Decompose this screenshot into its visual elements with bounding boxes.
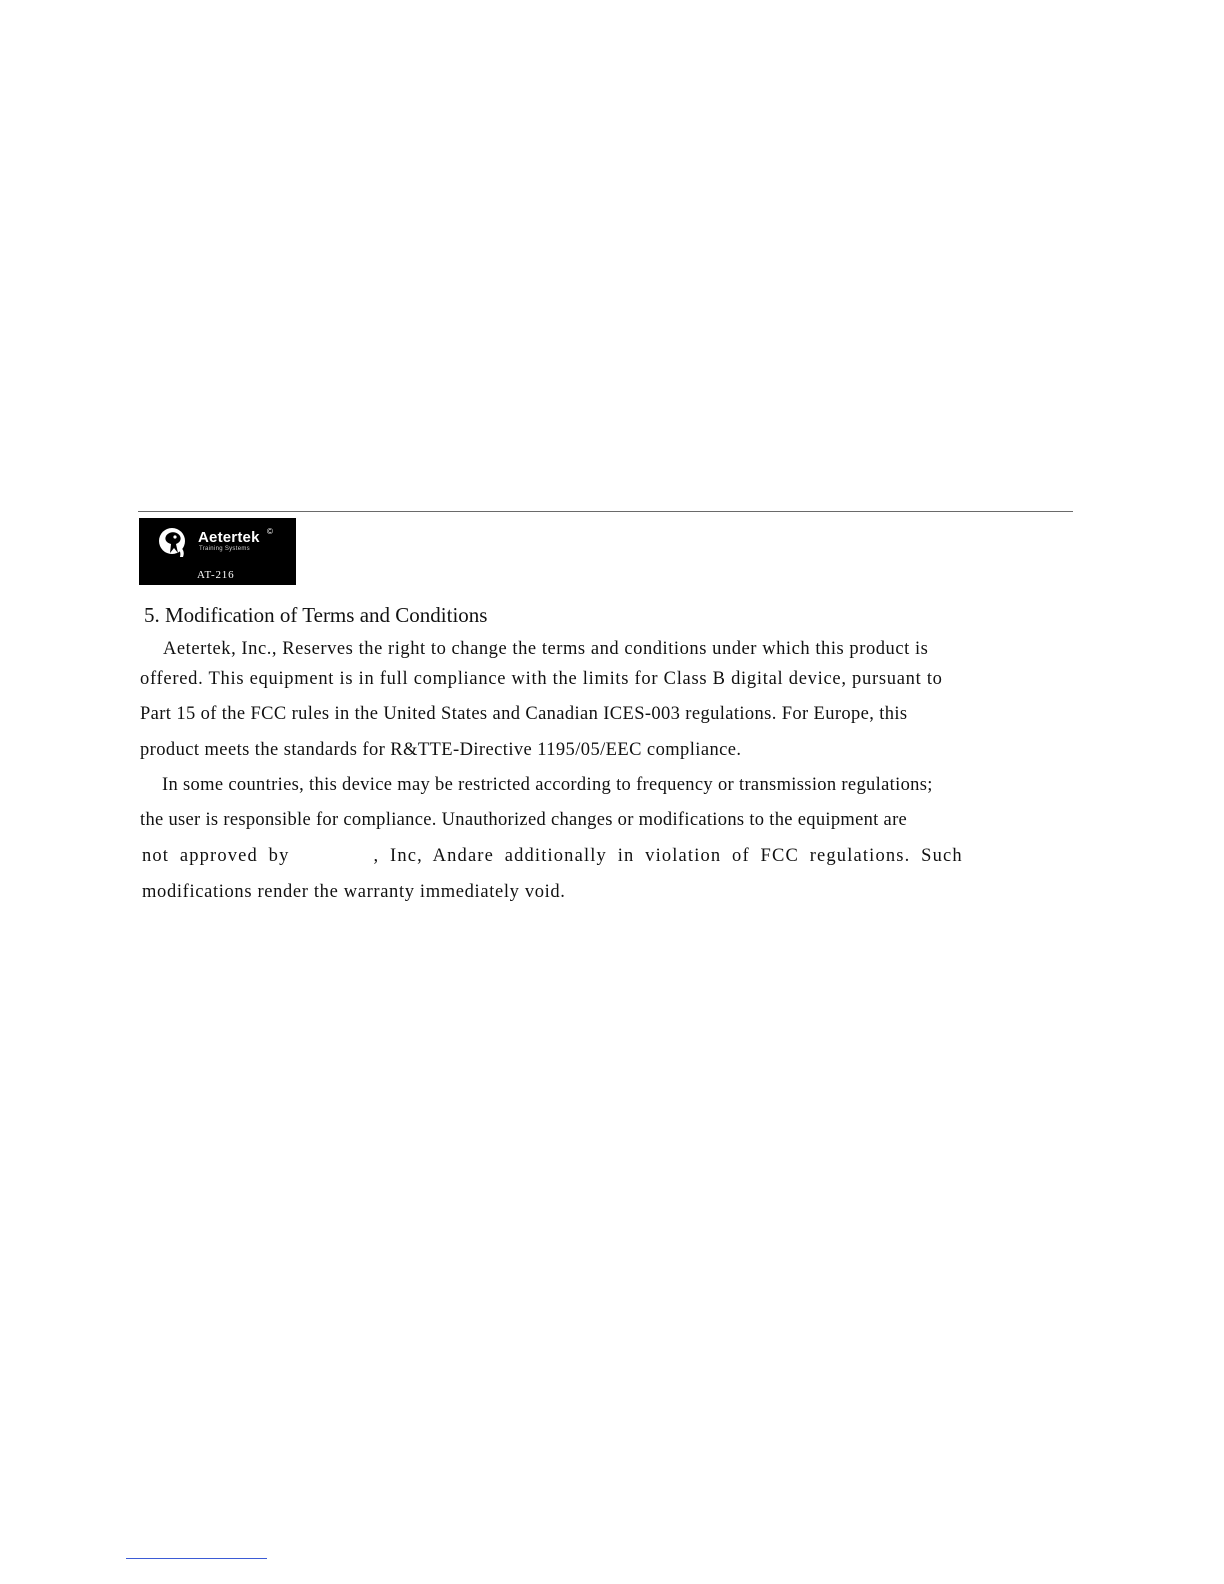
paragraph-2-line-4: modifications render the warranty immediately void.: [142, 882, 566, 902]
model-number: AT-216: [197, 569, 235, 581]
paragraph-2-line-2: the user is responsible for compliance. Unauthorized changes or modifications to the equipment are: [140, 810, 908, 830]
brand-tagline: Training Systems: [199, 546, 250, 552]
footnote-divider: [126, 1558, 267, 1559]
paragraph-1-line-1: Aetertek, Inc., Reserves the right to change the terms and conditions under which this product is: [163, 639, 929, 659]
registered-mark: ©: [267, 527, 273, 536]
paragraph-2-line-1: In some countries, this device may be restricted according to frequency or transmission regulations;: [162, 775, 933, 795]
brand-logo: [139, 518, 296, 585]
paragraph-1-line-4: product meets the standards for R&TTE-Directive 1195/05/EEC compliance.: [140, 740, 742, 760]
paragraph-2-line-3-end: , Inc, Andare additionally in violation of FCC regulations. Such: [373, 846, 963, 866]
paragraph-2-line-3: [142, 844, 963, 868]
paragraph-2-line-3-start: not approved by: [142, 846, 290, 866]
dog-head-icon: [157, 526, 191, 560]
header-divider: [138, 511, 1073, 512]
section-heading: 5. Modification of Terms and Conditions: [144, 603, 488, 627]
paragraph-1-line-2: offered. This equipment is in full compliance with the limits for Class B digital device, pursuant to: [140, 669, 943, 689]
brand-name: Aetertek: [198, 529, 260, 546]
paragraph-1-line-3: Part 15 of the FCC rules in the United States and Canadian ICES-003 regulations. For Europe, this: [140, 704, 908, 724]
